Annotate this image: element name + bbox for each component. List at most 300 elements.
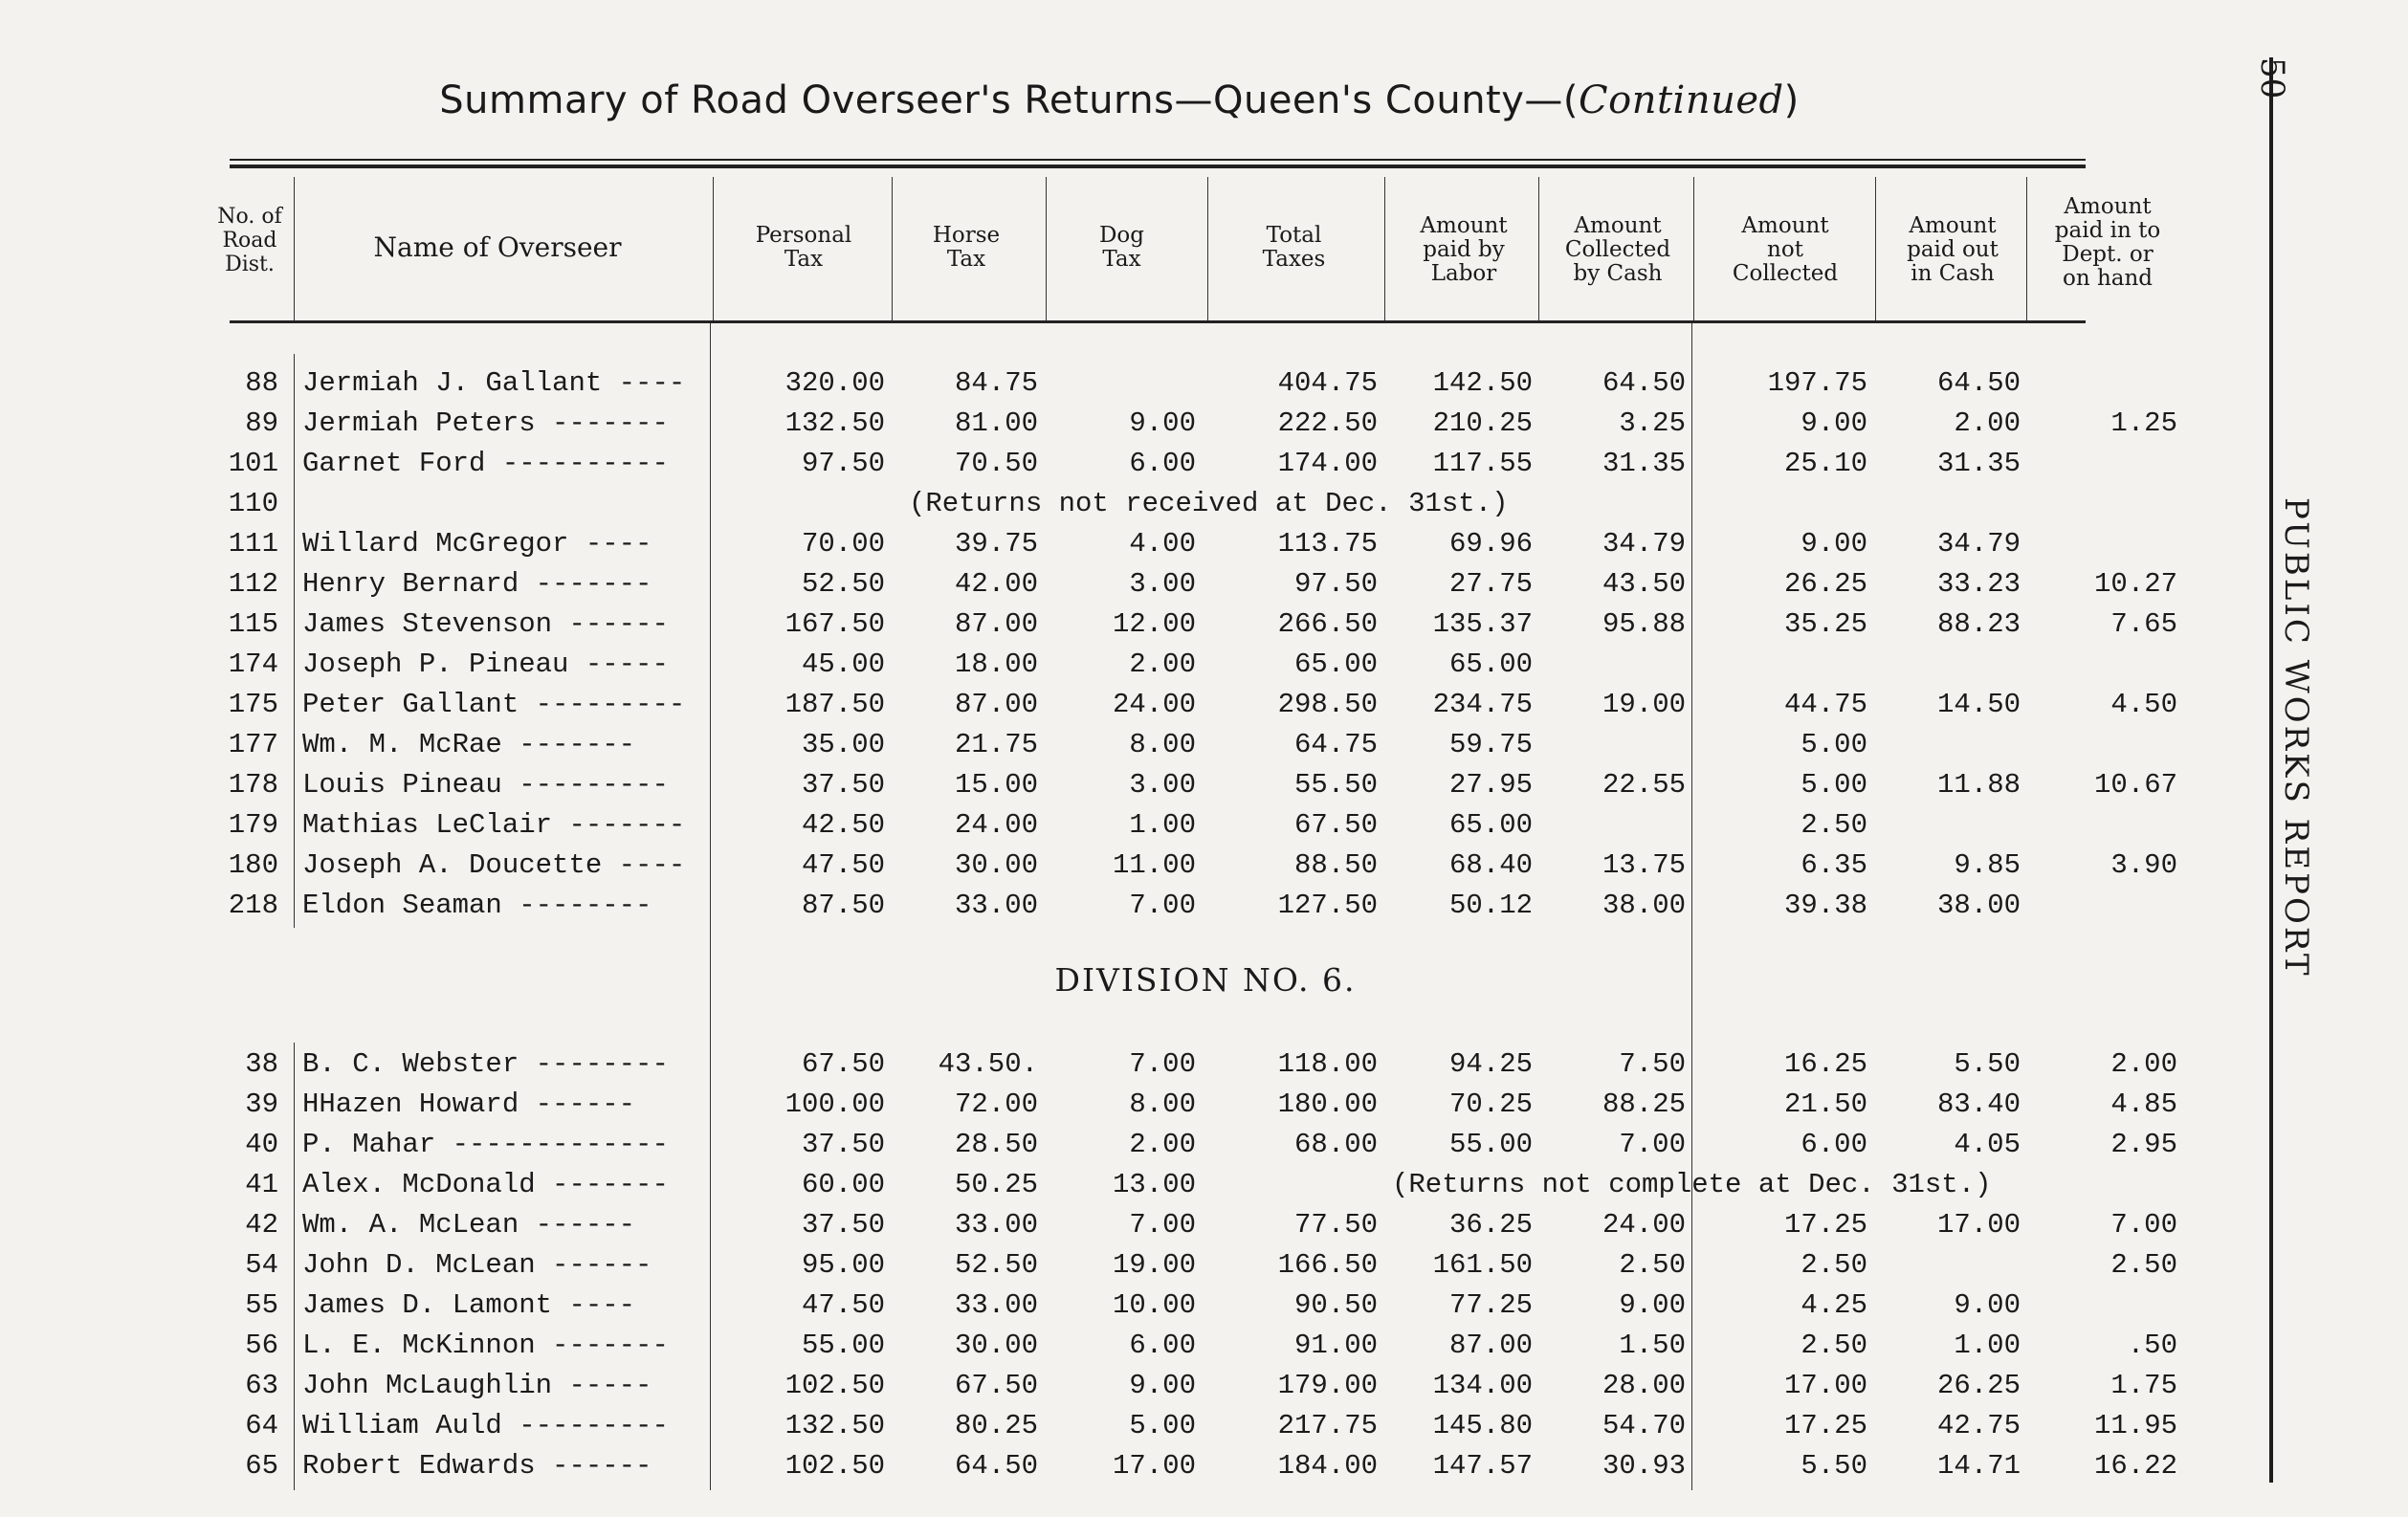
cell-labor: 145.80 — [1432, 1410, 1533, 1441]
cell-horse: 70.50 — [954, 448, 1038, 479]
cell-horse: 67.50 — [954, 1370, 1038, 1401]
cell-horse: 15.00 — [954, 769, 1038, 801]
cell-notcol: 21.50 — [1783, 1088, 1867, 1120]
cell-cash — [1540, 805, 1686, 846]
cell-notcol: 6.00 — [1800, 1129, 1867, 1160]
cell-name: Joseph P. Pineau ----- — [302, 649, 669, 680]
table-row — [0, 805, 2408, 846]
cell-personal: 35.00 — [801, 729, 885, 760]
cell-personal: 45.00 — [801, 649, 885, 680]
cell-cash: 22.55 — [1602, 769, 1686, 801]
cell-notcol: 17.25 — [1783, 1209, 1867, 1241]
table-row — [0, 1044, 2408, 1085]
table-row — [0, 605, 2408, 645]
cell-labor: 65.00 — [1448, 809, 1533, 841]
cell-total: 91.00 — [1293, 1330, 1378, 1361]
cell-notcol: 6.35 — [1800, 849, 1867, 881]
cell-personal: 67.50 — [801, 1048, 885, 1080]
cell-dog: 3.00 — [1129, 769, 1196, 801]
cell-paidout: 31.35 — [1936, 448, 2021, 479]
cell-dist: 177 — [228, 729, 278, 760]
cell-labor: 142.50 — [1432, 367, 1533, 399]
cell-paidout: 83.40 — [1936, 1088, 2021, 1120]
cell-personal: 97.50 — [801, 448, 885, 479]
cell-personal: 132.50 — [784, 407, 885, 439]
cell-labor: 27.95 — [1448, 769, 1533, 801]
cell-labor: 135.37 — [1432, 608, 1533, 640]
cell-dog: 12.00 — [1112, 608, 1196, 640]
cell-horse: 72.00 — [954, 1088, 1038, 1120]
cell-paidout — [1877, 1245, 2021, 1286]
cell-dog: 2.00 — [1129, 1129, 1196, 1160]
cell-horse: 21.75 — [954, 729, 1038, 760]
cell-personal: 37.50 — [801, 1209, 885, 1241]
cell-dept — [2028, 444, 2177, 484]
cell-name: Jermiah J. Gallant ---- — [302, 367, 686, 399]
cell-horse: 80.25 — [954, 1410, 1038, 1441]
cell-dept — [2028, 524, 2177, 564]
cell-name: Wm. A. McLean ------ — [302, 1209, 636, 1241]
cell-dept: 2.95 — [2110, 1129, 2177, 1160]
header-paidout: Amount paid out in Cash — [1907, 213, 1999, 286]
cell-dept: .50 — [2127, 1330, 2177, 1361]
cell-dept: 2.00 — [2110, 1048, 2177, 1080]
cell-labor: 210.25 — [1432, 407, 1533, 439]
cell-labor: 69.96 — [1448, 528, 1533, 560]
cell-labor: 234.75 — [1432, 689, 1533, 720]
table-row — [0, 1326, 2408, 1366]
table-row — [0, 725, 2408, 765]
cell-notcol: 5.50 — [1800, 1450, 1867, 1482]
cell-labor: 55.00 — [1448, 1129, 1533, 1160]
cell-horse: 18.00 — [954, 649, 1038, 680]
cell-personal: 60.00 — [801, 1169, 885, 1200]
cell-horse: 84.75 — [954, 367, 1038, 399]
cell-personal: 52.50 — [801, 568, 885, 600]
cell-dog: 3.00 — [1129, 568, 1196, 600]
cell-horse: 39.75 — [954, 528, 1038, 560]
cell-dist: 175 — [228, 689, 278, 720]
cell-name: Robert Edwards ------ — [302, 1450, 652, 1482]
cell-total: 222.50 — [1277, 407, 1378, 439]
cell-dog: 6.00 — [1129, 1330, 1196, 1361]
table-row — [0, 1125, 2408, 1165]
cell-notcol: 44.75 — [1783, 689, 1867, 720]
cell-dog: 19.00 — [1112, 1249, 1196, 1281]
cell-total: 184.00 — [1277, 1450, 1378, 1482]
header-name: Name of Overseer — [373, 231, 622, 263]
cell-cash: 34.79 — [1602, 528, 1686, 560]
cell-dept: 7.00 — [2110, 1209, 2177, 1241]
cell-dog: 24.00 — [1112, 689, 1196, 720]
cell-dog: 7.00 — [1129, 1048, 1196, 1080]
cell-paidout: 14.71 — [1936, 1450, 2021, 1482]
cell-dog: 9.00 — [1129, 407, 1196, 439]
page-number: 50 — [2253, 57, 2291, 99]
cell-dept: 10.27 — [2093, 568, 2177, 600]
cell-total: 179.00 — [1277, 1370, 1378, 1401]
cell-dog: 13.00 — [1112, 1169, 1196, 1200]
header-horse: Horse Tax — [932, 223, 1001, 272]
cell-cash: 54.70 — [1602, 1410, 1686, 1441]
cell-dept: 2.50 — [2110, 1249, 2177, 1281]
header-labor: Amount paid by Labor — [1420, 213, 1508, 286]
cell-personal: 42.50 — [801, 809, 885, 841]
table-row — [0, 1366, 2408, 1406]
cell-notcol: 17.00 — [1783, 1370, 1867, 1401]
cell-dist: 38 — [245, 1048, 278, 1080]
cell-dist: 89 — [245, 407, 278, 439]
cell-personal: 47.50 — [801, 849, 885, 881]
cell-total: 298.50 — [1277, 689, 1378, 720]
cell-notcol: 4.25 — [1800, 1289, 1867, 1321]
cell-paidout: 33.23 — [1936, 568, 2021, 600]
cell-dist: 54 — [245, 1249, 278, 1281]
cell-notcol: 9.00 — [1800, 407, 1867, 439]
cell-paidout: 64.50 — [1936, 367, 2021, 399]
cell-paidout: 4.05 — [1954, 1129, 2021, 1160]
cell-horse: 43.50. — [938, 1048, 1038, 1080]
cell-cash: 1.50 — [1619, 1330, 1686, 1361]
cell-dist: 39 — [245, 1088, 278, 1120]
table-row — [0, 404, 2408, 444]
cell-dog — [1048, 363, 1196, 404]
cell-personal: 100.00 — [784, 1088, 885, 1120]
cell-notcol: 35.25 — [1783, 608, 1867, 640]
cell-total: 68.00 — [1293, 1129, 1378, 1160]
table-row — [0, 1446, 2408, 1486]
cell-notcol: 2.50 — [1800, 809, 1867, 841]
cell-dist: 180 — [228, 849, 278, 881]
cell-name: B. C. Webster -------- — [302, 1048, 669, 1080]
returns-note: (Returns not received at Dec. 31st.) — [909, 488, 1509, 519]
cell-total: 174.00 — [1277, 448, 1378, 479]
header-cash: Amount Collected by Cash — [1564, 213, 1671, 286]
cell-dist: 64 — [245, 1410, 278, 1441]
cell-name: John McLaughlin ----- — [302, 1370, 652, 1401]
cell-dept: 11.95 — [2093, 1410, 2177, 1441]
cell-personal: 187.50 — [784, 689, 885, 720]
cell-notcol: 26.25 — [1783, 568, 1867, 600]
divider — [1693, 177, 1694, 320]
cell-labor: 117.55 — [1432, 448, 1533, 479]
cell-dog: 11.00 — [1112, 849, 1196, 881]
cell-personal: 167.50 — [784, 608, 885, 640]
cell-notcol: 5.00 — [1800, 769, 1867, 801]
cell-paidout — [1877, 805, 2021, 846]
cell-personal: 95.00 — [801, 1249, 885, 1281]
cell-labor: 70.25 — [1448, 1088, 1533, 1120]
table-row — [0, 1245, 2408, 1286]
title-continued: Continued — [1579, 78, 1784, 122]
cell-dist: 88 — [245, 367, 278, 399]
cell-paidout: 9.85 — [1954, 849, 2021, 881]
cell-horse: 33.00 — [954, 1289, 1038, 1321]
cell-dist: 65 — [245, 1450, 278, 1482]
header-notcol: Amount not Collected — [1732, 213, 1839, 286]
cell-dist: 55 — [245, 1289, 278, 1321]
cell-labor: 65.00 — [1448, 649, 1533, 680]
cell-name: Garnet Ford ---------- — [302, 448, 669, 479]
divider — [1875, 177, 1876, 320]
cell-notcol: 16.25 — [1783, 1048, 1867, 1080]
table-row — [0, 1205, 2408, 1245]
cell-cash: 64.50 — [1602, 367, 1686, 399]
header-dept: Amount paid in to Dept. or on hand — [2054, 194, 2161, 291]
cell-horse: 33.00 — [954, 890, 1038, 921]
cell-cash: 24.00 — [1602, 1209, 1686, 1241]
table-row — [0, 685, 2408, 725]
cell-name: Wm. M. McRae ------- — [302, 729, 636, 760]
cell-total: 217.75 — [1277, 1410, 1378, 1441]
cell-labor: 27.75 — [1448, 568, 1533, 600]
cell-labor: 68.40 — [1448, 849, 1533, 881]
cell-total: 266.50 — [1277, 608, 1378, 640]
cell-horse: 64.50 — [954, 1450, 1038, 1482]
header-personal: Personal Tax — [755, 223, 852, 272]
cell-horse: 33.00 — [954, 1209, 1038, 1241]
cell-notcol: 2.50 — [1800, 1330, 1867, 1361]
page-title — [230, 78, 2009, 122]
cell-total: 88.50 — [1293, 849, 1378, 881]
cell-dept — [2028, 886, 2177, 926]
cell-horse: 81.00 — [954, 407, 1038, 439]
cell-cash: 3.25 — [1619, 407, 1686, 439]
cell-cash: 13.75 — [1602, 849, 1686, 881]
cell-dist: 179 — [228, 809, 278, 841]
cell-cash — [1540, 725, 1686, 765]
cell-personal: 102.50 — [784, 1450, 885, 1482]
cell-cash: 31.35 — [1602, 448, 1686, 479]
cell-dist: 41 — [245, 1169, 278, 1200]
table-row — [0, 846, 2408, 886]
returns-note: (Returns not complete at Dec. 31st.) — [1392, 1169, 1992, 1200]
divider — [892, 177, 893, 320]
cell-dist: 111 — [228, 528, 278, 560]
cell-name: James Stevenson ------ — [302, 608, 669, 640]
cell-labor: 87.00 — [1448, 1330, 1533, 1361]
cell-name: Alex. McDonald ------- — [302, 1169, 669, 1200]
cell-dept: 16.22 — [2093, 1450, 2177, 1482]
cell-labor: 36.25 — [1448, 1209, 1533, 1241]
cell-name: HHazen Howard ------ — [302, 1088, 636, 1120]
cell-labor: 77.25 — [1448, 1289, 1533, 1321]
cell-personal: 37.50 — [801, 769, 885, 801]
cell-horse: 24.00 — [954, 809, 1038, 841]
cell-name: William Auld --------- — [302, 1410, 669, 1441]
cell-personal: 87.50 — [801, 890, 885, 921]
header-total: Total Taxes — [1262, 223, 1326, 272]
cell-paidout: 42.75 — [1936, 1410, 2021, 1441]
table-row — [0, 1165, 2408, 1205]
cell-dist: 63 — [245, 1370, 278, 1401]
cell-dept: 1.75 — [2110, 1370, 2177, 1401]
title-main: Summary of Road Overseer's Returns—Queen's County—( — [439, 78, 1579, 122]
cell-paidout: 34.79 — [1936, 528, 2021, 560]
cell-dept: 4.50 — [2110, 689, 2177, 720]
cell-notcol: 25.10 — [1783, 448, 1867, 479]
cell-total: 97.50 — [1293, 568, 1378, 600]
cell-paidout: 17.00 — [1936, 1209, 2021, 1241]
cell-dept: 3.90 — [2110, 849, 2177, 881]
cell-dept — [2028, 1286, 2177, 1326]
cell-cash: 9.00 — [1619, 1289, 1686, 1321]
cell-name: L. E. McKinnon ------- — [302, 1330, 669, 1361]
divider — [1538, 177, 1539, 320]
cell-name: Willard McGregor ---- — [302, 528, 652, 560]
cell-cash: 30.93 — [1602, 1450, 1686, 1482]
cell-cash: 43.50 — [1602, 568, 1686, 600]
divider — [294, 177, 295, 320]
cell-dist: 40 — [245, 1129, 278, 1160]
cell-dept: 1.25 — [2110, 407, 2177, 439]
cell-dog: 8.00 — [1129, 1088, 1196, 1120]
cell-paidout: 11.88 — [1936, 769, 2021, 801]
division-heading: DIVISION NO. 6. — [1054, 961, 1357, 999]
cell-name: Peter Gallant --------- — [302, 689, 686, 720]
cell-dist: 174 — [228, 649, 278, 680]
cell-paidout: 5.50 — [1954, 1048, 2021, 1080]
table-row — [0, 564, 2408, 605]
cell-cash: 28.00 — [1602, 1370, 1686, 1401]
cell-total: 77.50 — [1293, 1209, 1378, 1241]
cell-personal: 55.00 — [801, 1330, 885, 1361]
top-rule-thin — [230, 159, 2086, 161]
cell-name: Jermiah Peters ------- — [302, 407, 669, 439]
table-row — [0, 1286, 2408, 1326]
cell-paidout: 26.25 — [1936, 1370, 2021, 1401]
cell-total: 113.75 — [1277, 528, 1378, 560]
cell-paidout: 2.00 — [1954, 407, 2021, 439]
cell-total: 55.50 — [1293, 769, 1378, 801]
cell-name: James D. Lamont ---- — [302, 1289, 636, 1321]
divider — [713, 177, 714, 320]
table-row — [0, 363, 2408, 404]
cell-dog: 17.00 — [1112, 1450, 1196, 1482]
cell-total: 67.50 — [1293, 809, 1378, 841]
cell-personal: 47.50 — [801, 1289, 885, 1321]
cell-dist: 115 — [228, 608, 278, 640]
cell-paidout: 9.00 — [1954, 1289, 2021, 1321]
cell-labor: 94.25 — [1448, 1048, 1533, 1080]
cell-name: Eldon Seaman -------- — [302, 890, 652, 921]
table-row — [0, 1406, 2408, 1446]
cell-paidout: 38.00 — [1936, 890, 2021, 921]
table-row — [0, 1085, 2408, 1125]
cell-total: 127.50 — [1277, 890, 1378, 921]
cell-personal: 37.50 — [801, 1129, 885, 1160]
cell-labor: 50.12 — [1448, 890, 1533, 921]
cell-dog: 8.00 — [1129, 729, 1196, 760]
table-row — [0, 484, 2408, 524]
cell-total: 64.75 — [1293, 729, 1378, 760]
cell-dist: 178 — [228, 769, 278, 801]
cell-dist: 218 — [228, 890, 278, 921]
cell-horse: 30.00 — [954, 849, 1038, 881]
cell-dept — [2028, 363, 2177, 404]
cell-cash — [1540, 645, 1686, 685]
cell-labor: 59.75 — [1448, 729, 1533, 760]
cell-dept: 4.85 — [2110, 1088, 2177, 1120]
cell-notcol: 39.38 — [1783, 890, 1867, 921]
cell-notcol: 5.00 — [1800, 729, 1867, 760]
cell-name: Mathias LeClair ------- — [302, 809, 686, 841]
cell-dog: 9.00 — [1129, 1370, 1196, 1401]
cell-dog: 4.00 — [1129, 528, 1196, 560]
cell-name: P. Mahar ------------- — [302, 1129, 669, 1160]
cell-labor: 147.57 — [1432, 1450, 1533, 1482]
cell-personal: 102.50 — [784, 1370, 885, 1401]
cell-dept: 7.65 — [2110, 608, 2177, 640]
cell-horse: 87.00 — [954, 608, 1038, 640]
cell-dog: 5.00 — [1129, 1410, 1196, 1441]
title-close: ) — [1783, 78, 1800, 122]
divider — [2026, 177, 2027, 320]
cell-horse: 42.00 — [954, 568, 1038, 600]
cell-dog: 10.00 — [1112, 1289, 1196, 1321]
table-row — [0, 645, 2408, 685]
cell-dog: 7.00 — [1129, 890, 1196, 921]
cell-total: 65.00 — [1293, 649, 1378, 680]
cell-total: 90.50 — [1293, 1289, 1378, 1321]
cell-cash: 2.50 — [1619, 1249, 1686, 1281]
cell-personal: 320.00 — [784, 367, 885, 399]
cell-name: John D. McLean ------ — [302, 1249, 652, 1281]
cell-cash: 7.50 — [1619, 1048, 1686, 1080]
running-head: PUBLIC WORKS REPORT — [2277, 497, 2315, 978]
cell-cash: 88.25 — [1602, 1088, 1686, 1120]
cell-horse: 28.50 — [954, 1129, 1038, 1160]
cell-dog: 2.00 — [1129, 649, 1196, 680]
cell-paidout — [1877, 725, 2021, 765]
cell-labor: 134.00 — [1432, 1370, 1533, 1401]
table-row — [0, 765, 2408, 805]
cell-notcol: 2.50 — [1800, 1249, 1867, 1281]
cell-dist: 110 — [228, 488, 278, 519]
header-bottom-rule — [230, 320, 2086, 323]
cell-notcol: 17.25 — [1783, 1410, 1867, 1441]
cell-horse: 30.00 — [954, 1330, 1038, 1361]
cell-notcol: 197.75 — [1767, 367, 1867, 399]
cell-personal: 70.00 — [801, 528, 885, 560]
top-rule-thick — [230, 165, 2086, 168]
cell-total: 166.50 — [1277, 1249, 1378, 1281]
cell-dist: 56 — [245, 1330, 278, 1361]
table-row — [0, 886, 2408, 926]
cell-cash: 38.00 — [1602, 890, 1686, 921]
cell-dog: 7.00 — [1129, 1209, 1196, 1241]
cell-paidout: 14.50 — [1936, 689, 2021, 720]
table-row — [0, 524, 2408, 564]
header-dog: Dog Tax — [1098, 223, 1144, 272]
cell-total: 404.75 — [1277, 367, 1378, 399]
cell-paidout — [1877, 645, 2021, 685]
cell-notcol — [1695, 645, 1867, 685]
cell-dept — [2028, 805, 2177, 846]
cell-total: 118.00 — [1277, 1048, 1378, 1080]
cell-dept — [2028, 645, 2177, 685]
cell-dept — [2028, 725, 2177, 765]
cell-personal: 132.50 — [784, 1410, 885, 1441]
cell-labor: 161.50 — [1432, 1249, 1533, 1281]
cell-cash: 95.88 — [1602, 608, 1686, 640]
cell-dog: 6.00 — [1129, 448, 1196, 479]
page-edge-rule — [2269, 57, 2273, 1483]
cell-dog: 1.00 — [1129, 809, 1196, 841]
cell-horse: 50.25 — [954, 1169, 1038, 1200]
cell-dist: 112 — [228, 568, 278, 600]
divider — [1046, 177, 1047, 320]
